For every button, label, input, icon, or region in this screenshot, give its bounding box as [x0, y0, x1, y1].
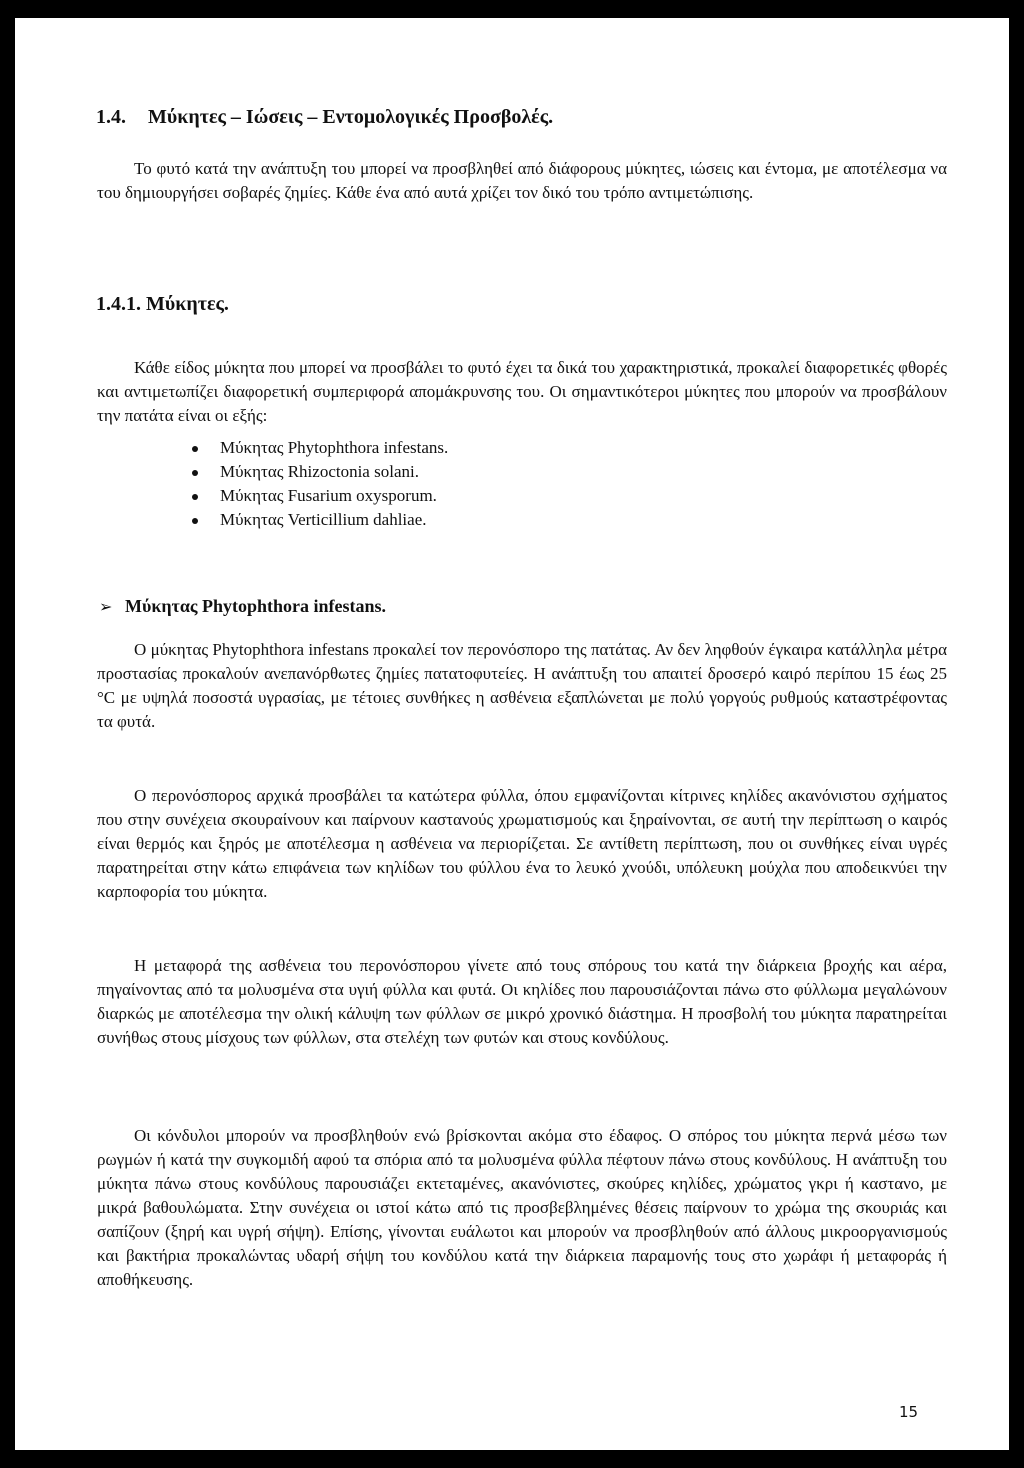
phytophthora-paragraph-4: Οι κόνδυλοι μπορούν να προσβληθούν ενώ βρίσκονται ακόμα στο έδαφος. Ο σπόρος του μύκητα περνά μέσω των ρωγμών ή κατά την συγκομιδή αφού τα σπόρια από τα μολυσμένα φύλλα πέφτουν πάνω στους κονδύλους. Η ανάπτυξη του μύκητα πάνω στους κονδύλους παρουσιάζει εκτεταμένες, ακανόνιστες, σκούρες κηλίδες, χρώματος γκρι ή καστανο, με μικρά βαθουλώματα. Στην συνέχεια οι ιστοί κάτω από τις προσβεβλημένες θέσεις παίρνουν το χρώμα της σκουριάς και σαπίζουν (ξηρή και υγρή σήψη). Επίσης, γίνονται ευάλωτοι και μπορούν να προσβληθούν από άλλους μικροοργανισμούς και βακτήρια προκαλώντας υδαρή σήψη του κονδύλου κατά την διάρκεια παραμονής τους στο χωράφι ή μεταφοράς ή αποθήκευσης.: [97, 1126, 947, 1289]
phytophthora-paragraph-3: Η μεταφορά της ασθένεια του περονόσπορου γίνετε από τους σπόρους του κατά την διάρκεια βροχής και αέρα, πηγαίνοντας από τα μολυσμένα στα υγιή φύλλα και φυτά. Οι κηλίδες που παρουσιάζονται πάνω στο φύλλωμα μεγαλώνουν διαρκώς με αποτέλεσμα την ολική κάλυψη των φύλλων σε μικρό χρονικό διάστημα. Η προσβολή του μύκητα παρατηρείται συνήθως στους μίσχους των φύλλων, στα στελέχη των φυτών και στους κονδύλους.: [97, 956, 947, 1047]
list-item: Μύκητας Verticillium dahliae.: [220, 508, 448, 532]
list-item: Μύκητας Fusarium oxysporum.: [220, 484, 448, 508]
phytophthora-heading-text: Μύκητας Phytophthora infestans.: [125, 596, 387, 616]
section-title: [96, 105, 553, 129]
section-number: 1.4.: [96, 106, 126, 128]
arrow-bullet-icon: ➢: [99, 597, 113, 616]
list-item: Μύκητας Phytophthora infestans.: [220, 436, 448, 460]
section-title-text: Μύκητες – Ιώσεις – Εντομολογικές Προσβολές.: [148, 106, 554, 128]
phytophthora-heading: [99, 594, 386, 619]
phytophthora-paragraph-1: Ο μύκητας Phytophthora infestans προκαλεί τον περονόσπορο της πατάτας. Αν δεν ληφθούν έγκαιρα κατάλληλα μέτρα προστασίας προκαλούν ανεπανόρθωτες ζημίες πατατοφυτείες. Η ανάπτυξη του απαιτεί δροσερό καιρό περίπου 15 έως 25 °C με υψηλά ποσοστά υγρασίας, με τέτοιες συνθήκες η ασθένεια εξαπλώνεται με πολύ γοργούς ρυθμούς καταστρέφοντας τα φυτά.: [97, 640, 947, 731]
fungi-list: [220, 436, 448, 532]
fungi-paragraph: Κάθε είδος μύκητα που μπορεί να προσβάλει το φυτό έχει τα δικά του χαρακτηριστικά, προκαλεί διαφορετικές φθορές και αντιμετωπίζει διαφορετική συμπεριφορά απομάκρυνσης του. Οι σημαντικότεροι μύκητες που μπορούν να προσβάλουν την πατάτα είναι οι εξής:: [97, 358, 947, 425]
phytophthora-paragraph-2: Ο περονόσπορος αρχικά προσβάλει τα κατώτερα φύλλα, όπου εμφανίζονται κίτρινες κηλίδες ακανόνιστου σχήματος που στην συνέχεια σκουραίνουν και παίρνουν καστανούς χρωματισμούς και ξηραίνονται, σε αυτή την περίπτωση ο καιρός είναι θερμός και ξηρός με αποτέλεσμα η ασθένεια να περιορίζεται. Σε αντίθετη περίπτωση, που οι συνθήκες είναι υγρές παρατηρείται στην κάτω επιφάνεια των κηλίδων του φύλλου ένα το λευκό χνούδι, υπόλευκη μούχλα που αποδεικνύει την καρποφορία του μύκητα.: [97, 786, 947, 901]
list-item: Μύκητας Rhizoctonia solani.: [220, 460, 448, 484]
page-number: 15: [899, 1403, 919, 1421]
subsection-title: 1.4.1. Μύκητες.: [96, 293, 229, 315]
document-page: [15, 18, 1009, 1450]
intro-paragraph: Το φυτό κατά την ανάπτυξη του μπορεί να προσβληθεί από διάφορους μύκητες, ιώσεις και έντομα, με αποτέλεσμα να του δημιουργήσει σοβαρές ζημίες. Κάθε ένα από αυτά χρίζει τον δικό του τρόπο αντιμετώπισης.: [97, 159, 947, 202]
